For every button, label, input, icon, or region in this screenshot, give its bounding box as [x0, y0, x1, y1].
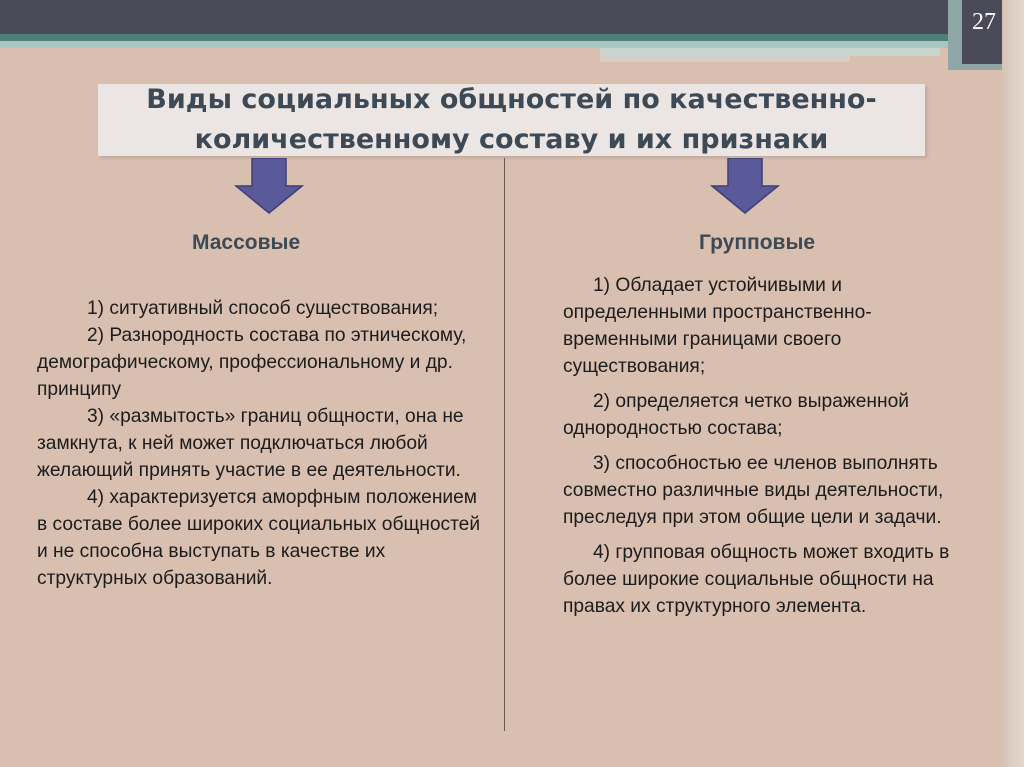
down-arrow-icon [234, 158, 304, 214]
top-band-strip [600, 56, 850, 62]
top-band-light [600, 48, 940, 56]
list-item: 4) групповая общность может входить в более широкие социальные общности на правах их структурного элемента. [563, 542, 950, 617]
list-item: 2) определяется четко выраженной однородностью состава; [563, 391, 909, 439]
top-band-mint [0, 41, 1024, 48]
list-item: 4) характеризуется аморфным положением в составе более широких социальных общностей и не способна выступать в качестве их структурных образований. [37, 487, 481, 589]
right-edge-strip [1002, 0, 1024, 767]
list-item: 1) Обладает устойчивыми и определенными пространственно-временными границами своего существования; [563, 275, 872, 377]
list-item: 3) «размытость» границ общности, она не замкнута, к ней может подключаться любой желающий принять участие в ее деятельности. [37, 406, 464, 481]
column-divider [504, 158, 505, 731]
list-item: 1) ситуативный способ существования; [87, 298, 439, 319]
top-band-dark [0, 0, 1024, 34]
page-number: 27 [972, 9, 996, 35]
list-item: 3) способностью ее членов выполнять совместно различные виды деятельности, преследуя при этом общие цели и задачи. [563, 453, 944, 528]
heading-group: Групповые [699, 231, 816, 254]
heading-mass: Массовые [192, 231, 301, 254]
down-arrow-icon [710, 158, 780, 214]
mass-features-list [37, 295, 492, 592]
slide-title: Виды социальных общностей по качественно-количественному составу и их признаки [146, 84, 877, 155]
group-features-list [563, 272, 983, 620]
list-item: 2) Разнородность состава по этническому, демографическому, профессиональному и др. принципу [37, 325, 467, 400]
top-band-teal [0, 34, 1024, 41]
